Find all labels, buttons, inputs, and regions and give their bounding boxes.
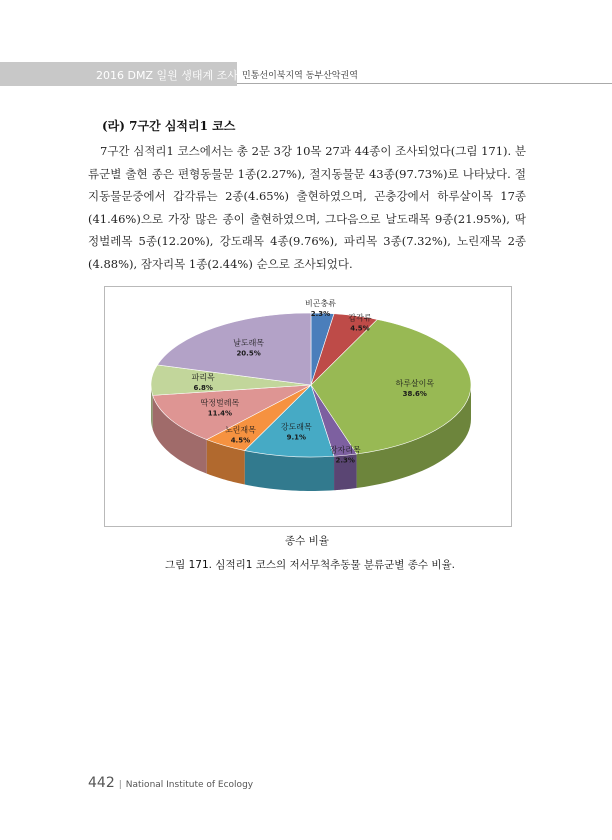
header-rule	[237, 83, 612, 84]
pie-value-label-1: 2.3%	[310, 310, 331, 319]
pie-value-label-5: 9.1%	[286, 433, 307, 442]
running-header	[0, 62, 612, 86]
section-title: (라) 7구간 심적리1 코스	[102, 119, 236, 133]
footer-separator: |	[118, 780, 122, 790]
pie-label-8: 파리목	[191, 372, 215, 382]
pie-value-label-7: 11.4%	[207, 409, 233, 418]
header-report-title: 2016 DMZ 일원 생태계 조사	[96, 69, 238, 82]
header-region-title: 민통선이북지역 동부산악권역	[242, 71, 358, 81]
pie-value-label-3: 38.6%	[402, 390, 427, 399]
pie-label-1: 비곤충류	[305, 299, 336, 309]
page-footer	[88, 772, 253, 791]
pie-label-6: 노린재목	[224, 425, 256, 435]
page-number: 442	[88, 775, 115, 791]
pie-value-label-8: 6.8%	[193, 383, 213, 392]
pie-value-label-6: 4.5%	[230, 436, 251, 445]
pie-label-9: 날도래목	[233, 338, 265, 348]
pie-label-3: 하루살이목	[395, 379, 435, 389]
pie-label-7: 딱정벌레목	[200, 398, 240, 408]
pie-chart-canvas	[105, 287, 511, 526]
pie-value-label-2: 4.5%	[350, 324, 370, 333]
pie-label-5: 강도래목	[280, 422, 312, 432]
body-paragraph: 7구간 심적리1 코스에서는 총 2문 3강 10목 27과 44종이 조사되었다(그림 171). 분류군별 출현 종은 편형동물문 1종(2.27%), 절지동물문 43종(97.73%)로 나타났다. 절지동물문중에서 갑각류는 2종(4.65%) 출현하였으며, 곤충강에서 하루살이목 17종(41.46%)으로 가장 많은 종이 출현하였으며, 그다음으로 날도래목 9종(21.95%), 딱정벌레목 5종(12.20%), 강도래목 4종(9.76%), 파리목 3종(7.32%), 노린재목 2종(4.88%), 잠자리목 1종(2.44%) 순으로 조사되었다.	[88, 144, 526, 271]
footer-institute: National Institute of Ecology	[125, 780, 254, 790]
pie-value-label-4: 2.3%	[335, 456, 355, 465]
pie-label-4: 잠자리목	[329, 445, 361, 455]
chart-caption: 종수 비율	[285, 535, 329, 547]
body-text	[88, 140, 526, 275]
figure-caption: 그림 171. 심적리1 코스의 저서무척추동물 분류군별 종수 비율.	[164, 559, 456, 571]
pie-chart	[104, 286, 512, 527]
pie-value-label-9: 20.5%	[236, 349, 261, 358]
pie-label-2: 갑각류	[348, 313, 372, 323]
